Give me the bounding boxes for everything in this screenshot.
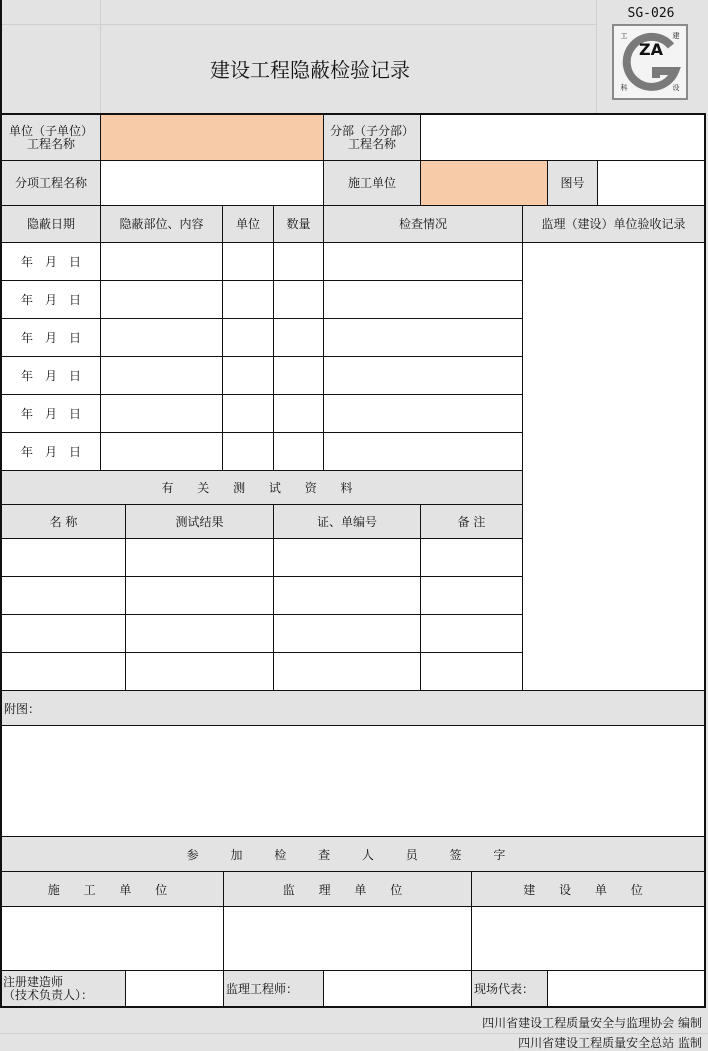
table-line (0, 906, 706, 907)
table-line (0, 690, 706, 691)
date-cell[interactable]: 年 月 日 (20, 331, 81, 345)
logo-corner: 设 (672, 84, 680, 92)
table-line (125, 970, 126, 1007)
attachment-area[interactable] (0, 725, 704, 836)
contractor-unit-field[interactable] (420, 160, 547, 205)
table-line (522, 205, 523, 690)
supervision-record-header: 监理（建设）单位验收记录 (541, 217, 686, 231)
table-line (597, 160, 598, 205)
supervision-acceptance-record-field[interactable] (522, 242, 704, 690)
registered-label-line2: （技术负责人）： (3, 987, 94, 1002)
supervising-engineer-signature-field[interactable] (323, 970, 471, 1006)
concealed-part-header: 隐蔽部位、内容 (119, 217, 204, 231)
logo-corner: 科 (620, 84, 628, 92)
drawing-number-field[interactable] (597, 160, 704, 205)
unit-project-name-label (2, 115, 100, 160)
division-project-name-label (324, 115, 420, 160)
signature-area[interactable] (0, 906, 704, 970)
supervised-by-note: 四川省建设工程质量安全总站 监制 (518, 1036, 702, 1050)
unit-label-line2: 工程名称 (26, 136, 75, 151)
test-result-header: 测试结果 (175, 515, 224, 529)
table-border-bottom (0, 1006, 706, 1008)
owner-unit-header: 建 设 单 位 (523, 882, 653, 897)
subitem-name-label: 分项工程名称 (14, 176, 87, 190)
gridline (0, 24, 596, 25)
construction-unit-header: 施 工 单 位 (47, 882, 178, 897)
subitem-name-field[interactable] (100, 160, 323, 205)
logo-corner: 工 (620, 32, 628, 40)
drawing-number-label: 图号 (560, 176, 585, 190)
certificate-number-header: 证、单编号 (316, 515, 377, 529)
table-line (323, 970, 324, 1007)
table-line (0, 242, 706, 243)
gridline (596, 0, 597, 115)
concealment-date-header: 隐蔽日期 (26, 217, 75, 231)
signature-section-title: 参 加 检 查 人 员 签 字 (186, 847, 520, 862)
registered-builder-signature-field[interactable] (125, 970, 223, 1006)
table-line (0, 725, 706, 726)
test-data-section-title: 有 关 测 试 资 料 (161, 481, 363, 495)
date-cell[interactable]: 年 月 日 (20, 445, 81, 459)
date-cell[interactable]: 年 月 日 (20, 407, 81, 421)
inspection-status-header: 检查情况 (398, 217, 447, 231)
contractor-unit-label: 施工单位 (347, 176, 396, 190)
date-cell[interactable]: 年 月 日 (20, 369, 81, 383)
unit-header: 单位 (235, 217, 260, 231)
remarks-header: 备 注 (457, 515, 486, 529)
division-label-line2: 工程名称 (347, 136, 396, 151)
logo (612, 24, 688, 100)
compiled-by-note: 四川省建设工程质量安全与监理协会 编制 (482, 1015, 702, 1030)
unit-label-line1: 单位（子单位） (8, 123, 93, 138)
table-line (0, 538, 522, 539)
unit-project-name-field[interactable] (100, 115, 323, 160)
table-line (0, 614, 522, 615)
quantity-header: 数量 (286, 217, 311, 231)
division-name-field[interactable] (420, 115, 704, 160)
table-line (100, 115, 101, 470)
table-line (420, 115, 421, 205)
test-name-header: 名 称 (49, 515, 78, 529)
site-representative-label: 现场代表： (474, 982, 535, 996)
site-representative-signature-field[interactable] (547, 970, 704, 1006)
logo-corner: 建 (672, 32, 680, 40)
table-line (273, 205, 274, 470)
logo-text: ZA (639, 39, 663, 59)
form-code: SG-026 (627, 5, 675, 21)
registered-label-line1: 注册建造师 (3, 974, 64, 989)
table-border-right (704, 113, 706, 1008)
page-title: 建设工程隐蔽检验记录 (210, 57, 410, 82)
table-line (547, 970, 548, 1007)
registered-builder-label (3, 971, 125, 1006)
table-line (0, 652, 522, 653)
date-cell[interactable]: 年 月 日 (20, 293, 81, 307)
supervision-unit-header: 监 理 单 位 (282, 882, 413, 897)
division-label-line1: 分部（子分部） (329, 123, 414, 138)
table-line (222, 205, 223, 470)
attachment-label: 附图： (4, 701, 41, 716)
supervising-engineer-label: 监理工程师： (226, 982, 299, 996)
table-line (0, 576, 522, 577)
date-cell[interactable]: 年 月 日 (20, 255, 81, 269)
